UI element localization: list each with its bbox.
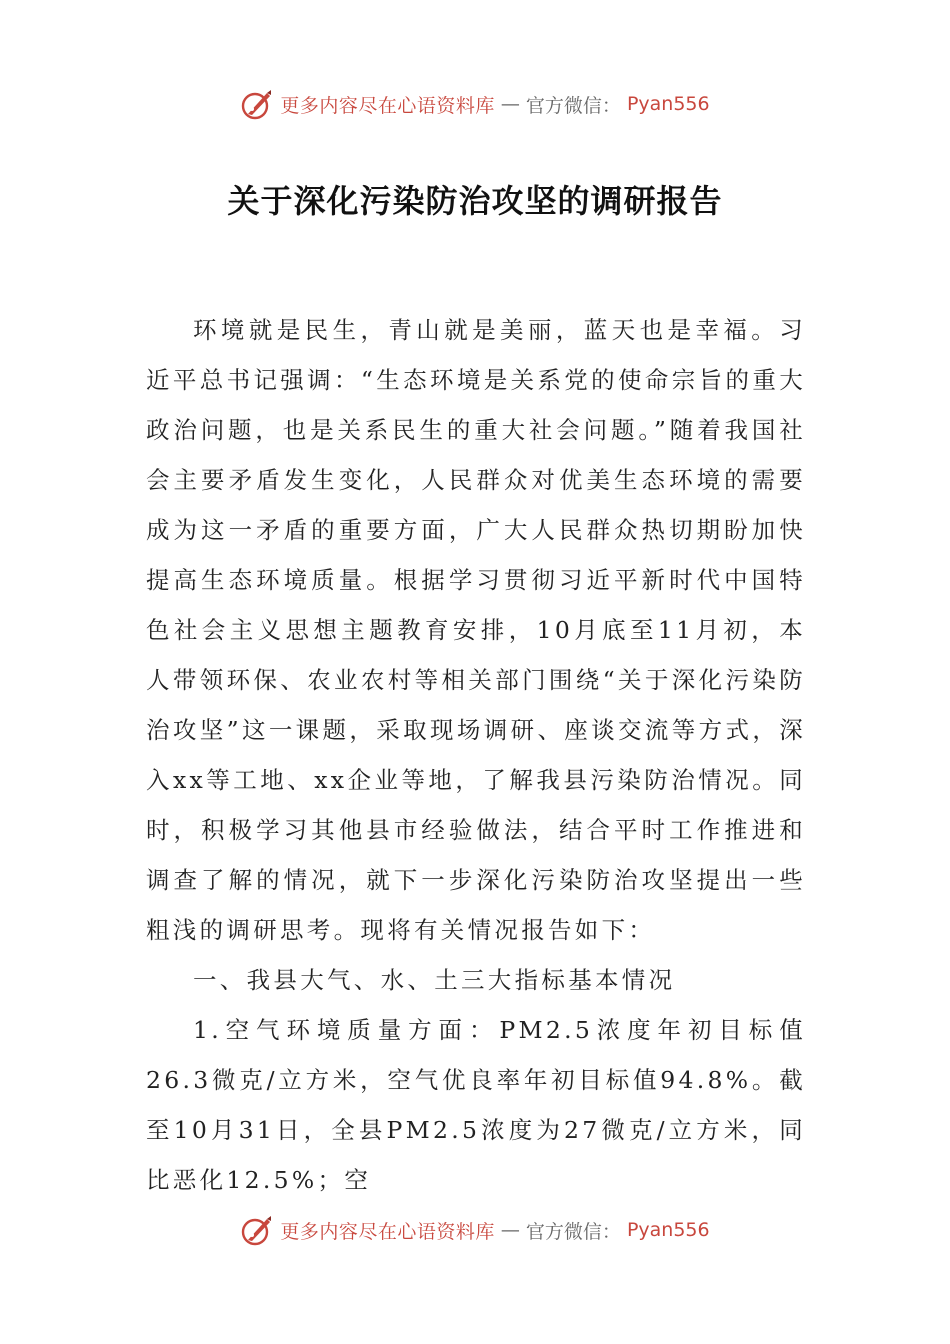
document-body: [146, 305, 806, 1205]
banner-inner-footer: [240, 1213, 709, 1247]
banner-separator: —: [500, 93, 520, 115]
footer-official-label: 官方微信：: [525, 1220, 621, 1243]
footer-banner: [0, 1212, 950, 1248]
header-banner: [0, 86, 950, 122]
footer-wechat-id: Pyan556: [626, 1219, 710, 1241]
quill-pen-logo-icon: [240, 1213, 274, 1247]
quill-pen-logo-icon: [240, 87, 274, 121]
banner-wechat-id: Pyan556: [626, 93, 710, 115]
footer-site-text: 更多内容尽在心语资料库: [280, 1220, 495, 1243]
intro-paragraph: 环境就是民生，青山就是美丽，蓝天也是幸福。习近平总书记强调：“生态环境是关系党的使命宗旨的重大政治问题，也是关系民生的重大社会问题。”随着我国社会主要矛盾发生变化，人民群众对优美生态环境的需要成为这一矛盾的重要方面，广大人民群众热切期盼加快提高生态环境质量。根据学习贯彻习近平新时代中国特色社会主义思想主题教育安排，10月底至11月初，本人带领环保、农业农村等相关部门围绕“关于深化污染防治攻坚”这一课题，采取现场调研、座谈交流等方式，深入xx等工地、xx企业等地，了解我县污染防治情况。同时，积极学习其他县市经验做法，结合平时工作推进和调查了解的情况，就下一步深化污染防治攻坚提出一些粗浅的调研思考。现将有关情况报告如下：: [146, 316, 806, 944]
document-title: 关于深化污染防治攻坚的调研报告: [227, 182, 723, 220]
banner-inner: [240, 87, 709, 121]
banner-official-label: 官方微信：: [525, 94, 621, 117]
section-heading: 一、我县大气、水、土三大指标基本情况: [193, 966, 676, 994]
footer-separator: —: [500, 1219, 520, 1241]
banner-site-text: 更多内容尽在心语资料库: [280, 94, 495, 117]
section-paragraph: 1.空气环境质量方面：PM2.5浓度年初目标值26.3微克/立方米，空气优良率年初目标值94.8%。截至10月31日，全县PM2.5浓度为27微克/立方米，同比恶化12.5%；空: [146, 1016, 806, 1194]
